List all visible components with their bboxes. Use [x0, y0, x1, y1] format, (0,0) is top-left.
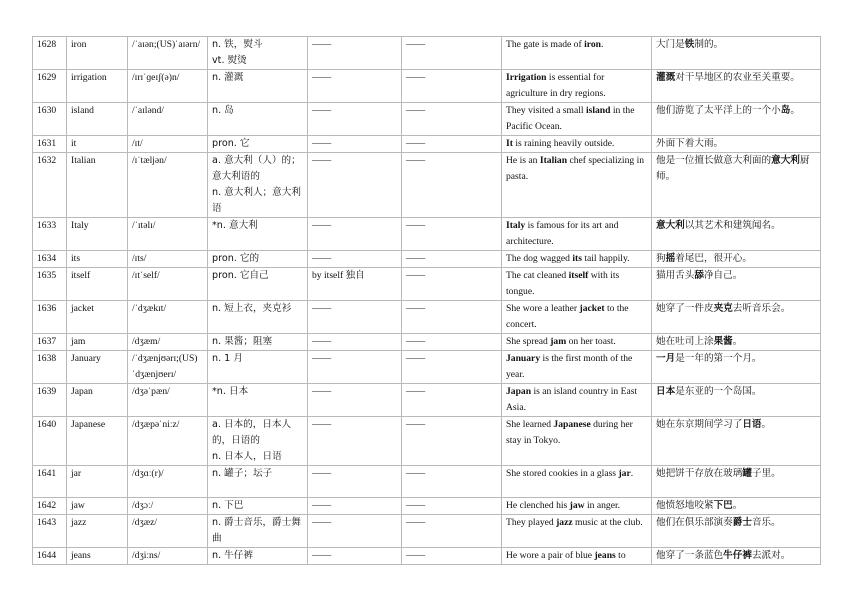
- table-body: [33, 37, 821, 565]
- entry-number: 1632: [33, 153, 67, 218]
- sentence-text: is an island country in East Asia.: [506, 386, 638, 413]
- table-row: [33, 268, 821, 301]
- entry-meaning: [208, 153, 308, 218]
- highlighted-word: jar: [618, 468, 631, 479]
- sentence-text: in anger.: [584, 500, 621, 511]
- sentence-text: She spread: [506, 336, 551, 347]
- sentence-text: is raining heavily outside.: [512, 138, 615, 149]
- meaning-line: n. 爵士音乐，爵士舞曲: [212, 517, 301, 544]
- highlighted-word: Italian: [539, 155, 568, 166]
- sentence-text: music at the club.: [572, 517, 643, 528]
- example-translation: [652, 384, 821, 417]
- sentence-text: They played: [506, 517, 557, 528]
- sentence-text: He wore a pair of blue: [506, 550, 595, 561]
- entry-number: 1631: [33, 136, 67, 153]
- entry-phonetic: /dʒɔː/: [128, 498, 208, 515]
- entry-word: Japanese: [67, 417, 128, 466]
- example-sentence: [502, 251, 652, 268]
- entry-related: ——: [402, 37, 502, 70]
- highlighted-word: January: [506, 353, 541, 364]
- sentence-text: 他们在俱乐部演奏: [656, 517, 733, 528]
- example-translation: [652, 37, 821, 70]
- sentence-text: 大门是: [656, 39, 685, 50]
- entry-word: irrigation: [67, 70, 128, 103]
- entry-number: 1638: [33, 351, 67, 384]
- entry-phonetic: /ˈdʒænjʊərɪ;(US)ˈdʒænjʊerɪ/: [128, 351, 208, 384]
- highlighted-word: 舔: [694, 270, 704, 281]
- entry-related: ——: [402, 417, 502, 466]
- example-translation: [652, 301, 821, 334]
- table-row: [33, 548, 821, 565]
- highlighted-word: jaw: [569, 500, 585, 511]
- sentence-text: 。: [761, 419, 772, 430]
- entry-word: Italy: [67, 218, 128, 251]
- highlighted-word: jacket: [579, 303, 605, 314]
- highlighted-word: 日语: [742, 419, 762, 430]
- entry-word: January: [67, 351, 128, 384]
- sentence-text: 制的。: [694, 39, 724, 50]
- entry-related: ——: [402, 218, 502, 251]
- entry-phonetic: /ˈaɪlənd/: [128, 103, 208, 136]
- entry-phonetic: /ɪts/: [128, 251, 208, 268]
- entry-number: 1633: [33, 218, 67, 251]
- entry-word: jacket: [67, 301, 128, 334]
- highlighted-word: island: [585, 105, 611, 116]
- example-sentence: [502, 218, 652, 251]
- sentence-text: with its tongue.: [506, 270, 620, 297]
- entry-phrase: ——: [308, 301, 402, 334]
- meaning-line: pron. 它: [212, 138, 250, 149]
- entry-related: ——: [402, 548, 502, 565]
- highlighted-word: Japanese: [553, 419, 591, 430]
- sentence-text: 厨师。: [656, 155, 810, 182]
- entry-word: Japan: [67, 384, 128, 417]
- sentence-text: is essential for agriculture in dry regions.: [506, 72, 606, 99]
- entry-word: jaw: [67, 498, 128, 515]
- sentence-text: He clenched his: [506, 500, 570, 511]
- entry-phrase: ——: [308, 417, 402, 466]
- sentence-text: 去派对。: [751, 550, 791, 561]
- entry-phrase: ——: [308, 334, 402, 351]
- entry-meaning: [208, 334, 308, 351]
- entry-related: ——: [402, 251, 502, 268]
- entry-meaning: [208, 417, 308, 466]
- entry-phonetic: /ɪrɪˈɡeɪʃ(ə)n/: [128, 70, 208, 103]
- table-row: [33, 417, 821, 466]
- table-row: [33, 384, 821, 417]
- entry-phonetic: /ɪtˈself/: [128, 268, 208, 301]
- table-row: [33, 136, 821, 153]
- sentence-text: 狗: [656, 253, 666, 264]
- meaning-line: n. 下巴: [212, 500, 244, 511]
- entry-phrase: ——: [308, 351, 402, 384]
- entry-word: Italian: [67, 153, 128, 218]
- entry-phrase: ——: [308, 70, 402, 103]
- sentence-text: 。: [790, 105, 800, 116]
- entry-word: its: [67, 251, 128, 268]
- entry-word: it: [67, 136, 128, 153]
- entry-phrase: ——: [308, 466, 402, 498]
- table-row: [33, 37, 821, 70]
- entry-phonetic: /dʒəˈpæn/: [128, 384, 208, 417]
- example-sentence: [502, 417, 652, 466]
- highlighted-word: 一月: [656, 353, 676, 364]
- example-translation: [652, 268, 821, 301]
- entry-phrase: ——: [308, 136, 402, 153]
- example-translation: [652, 70, 821, 103]
- example-translation: [652, 466, 821, 498]
- highlighted-word: its: [572, 253, 582, 264]
- entry-word: jeans: [67, 548, 128, 565]
- entry-related: ——: [402, 301, 502, 334]
- example-translation: [652, 251, 821, 268]
- sentence-text: 。: [732, 500, 743, 511]
- table-row: [33, 301, 821, 334]
- entry-phonetic: /dʒæz/: [128, 515, 208, 548]
- entry-meaning: [208, 498, 308, 515]
- highlighted-word: Italy: [506, 220, 526, 231]
- entry-phrase: ——: [308, 37, 402, 70]
- entry-word: itself: [67, 268, 128, 301]
- sentence-text: 他是一位擅长做意大利面的: [656, 155, 772, 166]
- entry-number: 1644: [33, 548, 67, 565]
- example-sentence: [502, 548, 652, 565]
- meaning-line: a. 日本的，日本人的，日语的: [212, 419, 292, 446]
- entry-related: ——: [402, 384, 502, 417]
- entry-meaning: [208, 103, 308, 136]
- highlighted-word: 牛仔裤: [723, 550, 752, 561]
- entry-phrase: by itself 独自: [308, 268, 402, 301]
- entry-phrase: ——: [308, 103, 402, 136]
- table-row: [33, 153, 821, 218]
- entry-meaning: [208, 136, 308, 153]
- table-row: [33, 70, 821, 103]
- meaning-line: a. 意大利（人）的；意大利语的: [212, 155, 301, 182]
- meaning-line: pron. 它自己: [212, 270, 269, 281]
- sentence-text: 猫用舌头: [656, 270, 695, 281]
- entry-word: jazz: [67, 515, 128, 548]
- sentence-text: 净自己。: [703, 270, 743, 281]
- sentence-text: 。: [732, 336, 743, 347]
- table-row: [33, 218, 821, 251]
- meaning-line: n. 短上衣，夹克衫: [212, 303, 292, 314]
- entry-phonetic: /dʒæm/: [128, 334, 208, 351]
- entry-phonetic: /dʒɑː(r)/: [128, 466, 208, 498]
- example-sentence: [502, 466, 652, 498]
- entry-number: 1643: [33, 515, 67, 548]
- meaning-line: n. 日本人，日语: [212, 451, 282, 462]
- meaning-line: n. 铁，熨斗: [212, 39, 263, 50]
- highlighted-word: jam: [550, 336, 567, 347]
- sentence-text: 他们游览了太平洋上的一个小: [656, 105, 781, 116]
- sentence-text: is the first month of the year.: [506, 353, 633, 380]
- entry-meaning: [208, 384, 308, 417]
- meaning-line: n. 牛仔裤: [212, 550, 253, 561]
- sentence-text: 她把饼干存放在玻璃: [656, 468, 743, 479]
- meaning-line: pron. 它的: [212, 253, 260, 264]
- example-sentence: [502, 351, 652, 384]
- example-translation: [652, 515, 821, 548]
- highlighted-word: 岛: [780, 105, 791, 116]
- entry-phrase: ——: [308, 153, 402, 218]
- entry-number: 1634: [33, 251, 67, 268]
- table-row: [33, 334, 821, 351]
- entry-related: ——: [402, 515, 502, 548]
- entry-meaning: [208, 351, 308, 384]
- entry-meaning: [208, 218, 308, 251]
- meaning-line: n. 岛: [212, 105, 234, 116]
- example-translation: [652, 498, 821, 515]
- entry-related: ——: [402, 136, 502, 153]
- example-sentence: [502, 136, 652, 153]
- highlighted-word: 铁: [684, 39, 695, 50]
- highlighted-word: iron: [584, 39, 601, 50]
- example-sentence: [502, 268, 652, 301]
- sentence-text: She wore a leather: [506, 303, 580, 314]
- entry-word: island: [67, 103, 128, 136]
- entry-related: ——: [402, 268, 502, 301]
- entry-phonetic: /ɪˈtæljən/: [128, 153, 208, 218]
- highlighted-word: jeans: [594, 550, 616, 561]
- sentence-text: during her stay in Tokyo.: [506, 419, 633, 446]
- sentence-text: 她穿了一件皮: [656, 303, 714, 314]
- meaning-line: n. 灌溉: [212, 72, 244, 83]
- sentence-text: 她在东京期间学习了: [656, 419, 743, 430]
- highlighted-word: Irrigation: [506, 72, 547, 83]
- sentence-text: .: [600, 39, 604, 50]
- entry-number: 1640: [33, 417, 67, 466]
- example-translation: [652, 218, 821, 251]
- highlighted-word: 罐: [742, 468, 752, 479]
- entry-meaning: [208, 70, 308, 103]
- example-translation: [652, 351, 821, 384]
- entry-meaning: [208, 251, 308, 268]
- entry-phonetic: /ɪt/: [128, 136, 208, 153]
- entry-phonetic: /dʒæpəˈniːz/: [128, 417, 208, 466]
- entry-related: ——: [402, 466, 502, 498]
- entry-meaning: [208, 548, 308, 565]
- meaning-line: *n. 意大利: [212, 220, 258, 231]
- entry-phrase: ——: [308, 218, 402, 251]
- highlighted-word: 日本: [656, 386, 676, 397]
- vocabulary-table: [32, 36, 821, 565]
- example-translation: [652, 136, 821, 153]
- entry-related: ——: [402, 334, 502, 351]
- entry-meaning: [208, 466, 308, 498]
- sentence-text: The gate is made of: [506, 39, 585, 50]
- table-row: [33, 351, 821, 384]
- sentence-text: chef specializing in pasta.: [506, 155, 645, 182]
- sentence-text: is famous for its art and architecture.: [506, 220, 619, 247]
- sentence-text: 去听音乐会。: [732, 303, 791, 314]
- example-sentence: [502, 384, 652, 417]
- highlighted-word: itself: [568, 270, 589, 281]
- entry-number: 1630: [33, 103, 67, 136]
- entry-phonetic: /ˈdʒækɪt/: [128, 301, 208, 334]
- highlighted-word: 果酱: [713, 336, 733, 347]
- sentence-text: 子里。: [751, 468, 781, 479]
- entry-phrase: ——: [308, 498, 402, 515]
- sentence-text: 着尾巴，很开心。: [675, 253, 752, 264]
- highlighted-word: jazz: [556, 517, 573, 528]
- entry-related: ——: [402, 351, 502, 384]
- entry-phrase: ——: [308, 548, 402, 565]
- table-row: [33, 251, 821, 268]
- entry-phonetic: /ˈaɪən;(US)ˈaɪərn/: [128, 37, 208, 70]
- sentence-text: to: [615, 550, 626, 561]
- entry-number: 1639: [33, 384, 67, 417]
- entry-number: 1628: [33, 37, 67, 70]
- example-sentence: [502, 498, 652, 515]
- meaning-line: n. 1 月: [212, 353, 243, 364]
- example-sentence: [502, 334, 652, 351]
- highlighted-word: 意大利: [771, 155, 800, 166]
- example-sentence: [502, 70, 652, 103]
- meaning-line: n. 意大利人；意大利语: [212, 187, 301, 214]
- entry-number: 1641: [33, 466, 67, 498]
- sentence-text: on her toast.: [566, 336, 616, 347]
- table-row: [33, 515, 821, 548]
- entry-number: 1642: [33, 498, 67, 515]
- example-translation: [652, 103, 821, 136]
- example-sentence: [502, 37, 652, 70]
- entry-related: ——: [402, 153, 502, 218]
- sentence-text: 她在吐司上涂: [656, 336, 714, 347]
- entry-meaning: [208, 268, 308, 301]
- sentence-text: She learned: [506, 419, 554, 430]
- highlighted-word: 爵士: [732, 517, 752, 528]
- example-sentence: [502, 153, 652, 218]
- entry-meaning: [208, 515, 308, 548]
- sentence-text: They visited a small: [506, 105, 586, 116]
- example-translation: [652, 153, 821, 218]
- sentence-text: He is an: [506, 155, 540, 166]
- highlighted-word: 意大利: [656, 220, 685, 231]
- highlighted-word: Japan: [506, 386, 532, 397]
- sentence-text: 他愤怒地咬紧: [656, 500, 714, 511]
- sentence-text: 外面下着大雨。: [656, 138, 724, 149]
- sentence-text: 是东亚的一个岛国。: [675, 386, 762, 397]
- meaning-line: vt. 熨烫: [212, 55, 247, 66]
- sentence-text: 他穿了一条蓝色: [656, 550, 724, 561]
- highlighted-word: 夹克: [713, 303, 733, 314]
- sentence-text: The dog wagged: [506, 253, 573, 264]
- sentence-text: in the Pacific Ocean.: [506, 105, 635, 132]
- entry-phonetic: /dʒiːns/: [128, 548, 208, 565]
- entry-related: ——: [402, 103, 502, 136]
- example-translation: [652, 417, 821, 466]
- entry-meaning: [208, 37, 308, 70]
- sentence-text: 音乐。: [751, 517, 781, 528]
- sentence-text: 对干旱地区的农业至关重要。: [675, 72, 800, 83]
- entry-phonetic: /ˈɪtəlɪ/: [128, 218, 208, 251]
- meaning-line: n. 果酱；阻塞: [212, 336, 273, 347]
- entry-word: jar: [67, 466, 128, 498]
- table-row: [33, 103, 821, 136]
- example-translation: [652, 334, 821, 351]
- highlighted-word: 下巴: [713, 500, 733, 511]
- example-sentence: [502, 103, 652, 136]
- highlighted-word: It: [506, 138, 513, 149]
- highlighted-word: 摇: [665, 253, 676, 264]
- entry-meaning: [208, 301, 308, 334]
- sentence-text: .: [630, 468, 634, 479]
- entry-word: iron: [67, 37, 128, 70]
- sentence-text: She stored cookies in a glass: [506, 468, 619, 479]
- example-translation: [652, 548, 821, 565]
- sentence-text: tail happily.: [581, 253, 630, 264]
- entry-number: 1635: [33, 268, 67, 301]
- example-sentence: [502, 301, 652, 334]
- highlighted-word: 灌溉: [656, 72, 676, 83]
- entry-word: jam: [67, 334, 128, 351]
- meaning-line: *n. 日本: [212, 386, 249, 397]
- entry-phrase: ——: [308, 384, 402, 417]
- meaning-line: n. 罐子；坛子: [212, 468, 273, 479]
- table-row: [33, 498, 821, 515]
- sentence-text: 以其艺术和建筑闻名。: [684, 220, 781, 231]
- table-row: [33, 466, 821, 498]
- example-sentence: [502, 515, 652, 548]
- entry-number: 1637: [33, 334, 67, 351]
- entry-number: 1629: [33, 70, 67, 103]
- sentence-text: 是一年的第一个月。: [675, 353, 762, 364]
- entry-number: 1636: [33, 301, 67, 334]
- sentence-text: to the concert.: [506, 303, 629, 330]
- entry-related: ——: [402, 498, 502, 515]
- entry-related: ——: [402, 70, 502, 103]
- entry-phrase: ——: [308, 515, 402, 548]
- sentence-text: The cat cleaned: [506, 270, 569, 281]
- entry-phrase: ——: [308, 251, 402, 268]
